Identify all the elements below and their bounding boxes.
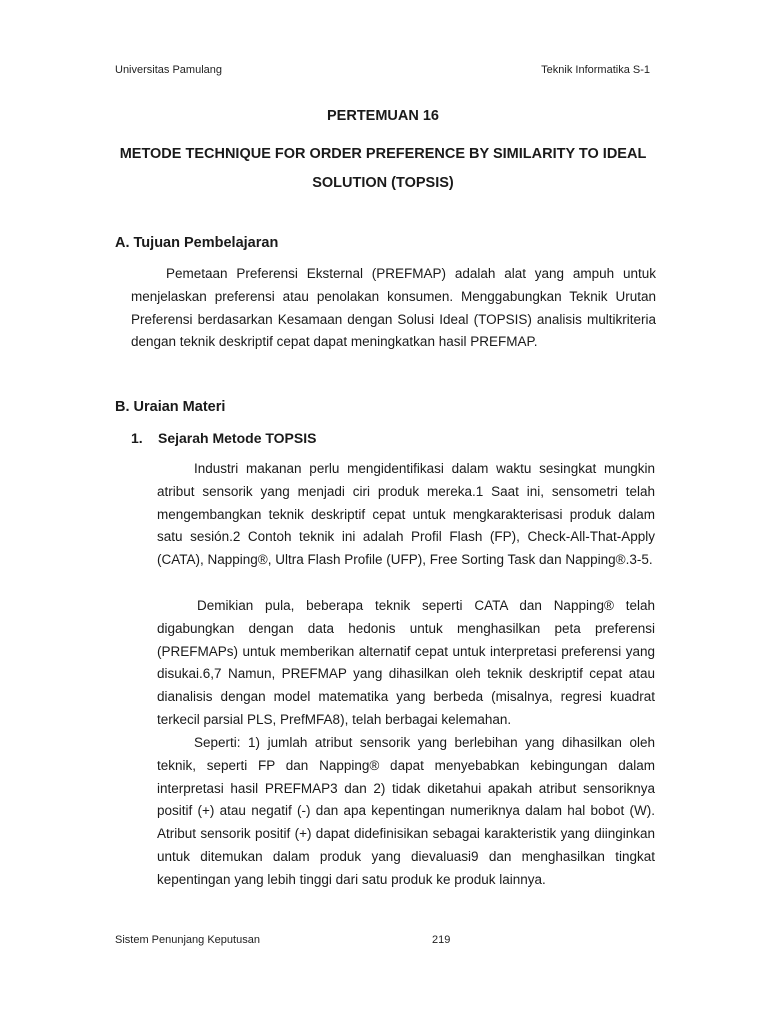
section-b-heading: B. Uraian Materi [115, 399, 226, 415]
paragraph-history-3: Seperti: 1) jumlah atribut sensorik yang berlebihan yang dihasilkan oleh teknik, seperti FP dan Napping® dapat menyebabkan kebingungan dalam interpretasi hasil PREFMAP3 dan 2) tidak diketahui apakah atribut sensoriknya positif (+) atau negatif (-) dan apa kepentingan numeriknya dalam hal bobot (W). Atribut sensorik positif (+) dapat didefinisikan sebagai karakteristik yang diinginkan untuk ditemukan dalam produk yang dievaluasi9 dan menghasilkan tingkat kepentingan yang lebih tinggi dari satu produk ke produk lainnya. [157, 735, 655, 887]
document-title: METODE TECHNIQUE FOR ORDER PREFERENCE BY SIMILARITY TO IDEAL SOLUTION (TOPSIS) [119, 146, 647, 191]
subsection-number: 1. [131, 430, 143, 446]
header-program: Teknik Informatika S-1 [541, 64, 650, 76]
page-number: 219 [432, 934, 451, 946]
title-block [115, 106, 651, 198]
footer-course: Sistem Penunjang Keputusan [115, 934, 260, 946]
paragraph-history-2: Demikian pula, beberapa teknik seperti CATA dan Napping® telah digabungkan dengan data hedonis untuk menghasilkan peta preferensi (PREFMAPs) untuk memberikan alternatif cepat untuk interpretasi preferensi yang disukai.6,7 Namun, PREFMAP yang dihasilkan oleh teknik deskriptif cepat atau dianalisis dengan model matematika yang berbeda (misalnya, regresi kuadrat terkecil parsial PLS, PrefMFA8), telah berbagai kelemahan. [157, 598, 655, 727]
subsection-title: Sejarah Metode TOPSIS [158, 430, 317, 446]
subsection-heading [131, 430, 316, 446]
header-institution: Universitas Pamulang [115, 64, 222, 76]
meeting-title: PERTEMUAN 16 [327, 108, 439, 124]
section-a-paragraph: Pemetaan Preferensi Eksternal (PREFMAP) adalah alat yang ampuh untuk menjelaskan preferensi atau penolakan konsumen. Menggabungkan Teknik Urutan Preferensi berdasarkan Kesamaan dengan Solusi Ideal (TOPSIS) analisis multikriteria dengan teknik deskriptif cepat dapat meningkatkan hasil PREFMAP. [131, 266, 656, 350]
section-a-heading: A. Tujuan Pembelajaran [115, 235, 279, 251]
paragraph-history-1: Industri makanan perlu mengidentifikasi dalam waktu sesingkat mungkin atribut sensorik yang menjadi ciri produk mereka.1 Saat ini, sensometri telah mengembangkan teknik deskriptif cepat untuk mengkarakterisasi produk dalam satu sesión.2 Contoh teknik ini adalah Profil Flash (FP), Check-All-That-Apply (CATA), Napping®, Ultra Flash Profile (UFP), Free Sorting Task dan Napping®.3-5. [157, 461, 655, 568]
